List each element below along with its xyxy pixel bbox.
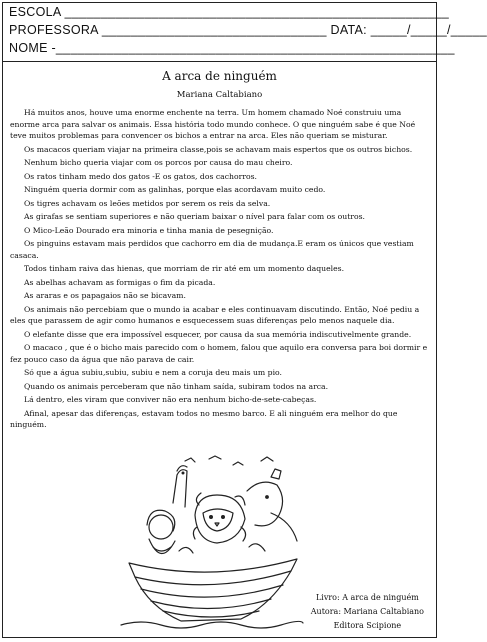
paragraph: Os tigres achavam os leões metidos por serem os reis da selva.	[24, 198, 271, 208]
story-body	[10, 107, 430, 433]
paragraph: Ninguém queria dormir com as galinhas, porque elas acordavam muito cedo.	[24, 185, 326, 194]
paragraph: Quando os animais perceberam que não tinham saída, subiram todos na arca.	[24, 381, 329, 391]
paragraph: Todos tinham raiva das hienas, que morriam de rir até em um momento daqueles.	[24, 264, 345, 273]
paragraph: Há muitos anos, houve uma enorme enchente na terra. Um homem chamado Noé construiu uma enorme arca para salvar os animais. Essa história todo mundo conhece. O que ninguém sabe é que Noé teve muitos problemas para convencer os bichos a entrar na arca. Eles não queriam se misturar.	[10, 108, 416, 140]
paragraph: As abelhas achavam as formigas o fim da picada.	[24, 277, 216, 287]
story-title: A arca de ninguém	[162, 69, 277, 83]
paragraph: Os animais não percebiam que o mundo ia acabar e eles continuavam discutindo. Então, Noé pediu a eles que parassem de agir como humanos e esquecessem suas diferenças pelo menos naquele dia.	[10, 304, 420, 325]
paragraph: Os pinguins estavam mais perdidos que cachorro em dia de mudança.E eram os únicos que vestiam casaca.	[10, 239, 414, 260]
paragraph: Os macacos queriam viajar na primeira classe,pois se achavam mais espertos que os outros bichos.	[24, 144, 413, 154]
paragraph: As girafas se sentiam superiores e não queriam baixar o nível para falar com os outros.	[24, 212, 365, 221]
name-line: NOME -_______________________________________________________	[9, 41, 455, 55]
paragraph: Só que a água subiu,subiu, subiu e nem a coruja deu mais um pio.	[24, 368, 282, 377]
paragraph: Lá dentro, eles viram que conviver não era nenhum bicho-de-sete-cabeças.	[24, 395, 317, 404]
book-credits	[311, 591, 424, 633]
credit-author: Autora: Mariana Caltabiano	[310, 607, 424, 616]
worksheet-page	[2, 2, 487, 638]
story-author: Mariana Caltabiano	[176, 90, 263, 100]
paragraph: O Mico-Leão Dourado era minoria e tinha mania de pesegnição.	[24, 225, 274, 235]
paragraph: O elefante disse que era impossível esquecer, por causa da sua memória indiscutivelmente grande.	[24, 329, 412, 339]
paragraph: As araras e os papagaios não se bicavam.	[24, 291, 186, 300]
school-line: ESCOLA _____________________________________________________	[9, 5, 449, 19]
paragraph: O macaco , que é o bicho mais parecido com o homem, falou que aquilo era conversa para boi dormir e fez pouco caso da água que não parava de cair.	[10, 343, 428, 364]
teacher-date-line: PROFESSORA _______________________________ DATA: _____/_____/_____	[9, 23, 487, 37]
paragraph: Os ratos tinham medo dos gatos -E os gatos, dos cachorros.	[24, 171, 258, 181]
paragraph: Afinal, apesar das diferenças, estavam todos no mesmo barco. E ali ninguém era melhor do que ninguém.	[10, 408, 398, 429]
student-header	[3, 3, 487, 62]
credit-publisher: Editora Scipione	[333, 621, 402, 630]
noahs-ark-illustration-icon	[121, 455, 303, 633]
paragraph: Nenhum bicho queria viajar com os porcos por causa do mau cheiro.	[24, 158, 293, 167]
credit-book: Livro: A arca de ninguém	[315, 593, 419, 602]
